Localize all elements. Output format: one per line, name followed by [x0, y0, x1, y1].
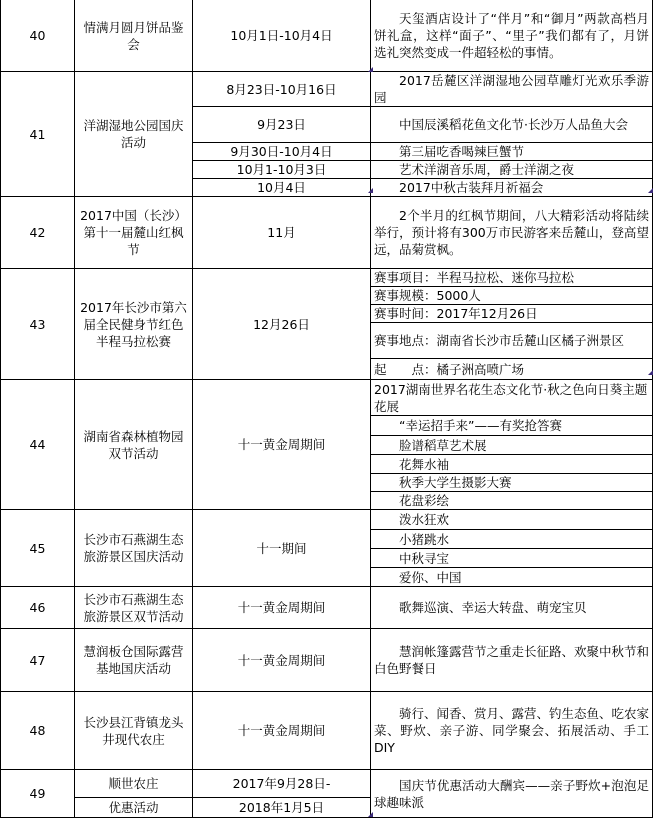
event-item: 2017湖南世界名花生态文化节·秋之色向日葵主题花展 [371, 380, 653, 416]
event-description: 中国辰溪稻花鱼文化节·长沙万人品鱼大会 [371, 107, 653, 143]
event-item: 爱你、中国 [371, 568, 653, 587]
event-item: 脸谱稻草艺术展 [371, 436, 653, 455]
row-number: 44 [1, 380, 75, 510]
table-row [1, 197, 653, 269]
table-row [1, 629, 653, 692]
event-name: 湖南省森林植物园双节活动 [75, 380, 193, 510]
row-number: 45 [1, 510, 75, 587]
event-name: 2017中国（长沙）第十一届麓山红枫节 [75, 197, 193, 269]
event-name: 长沙市石燕湖生态旅游景区双节活动 [75, 587, 193, 629]
event-date: 10月1日-10月4日 [193, 0, 371, 72]
event-date: 2017年9月28日- [193, 770, 371, 798]
comment-marker-icon [648, 188, 653, 193]
event-description: 第三届吃香喝辣巨蟹节 [371, 143, 653, 161]
event-detail: 起 点：橘子洲高喷广场 [371, 359, 653, 380]
event-detail: 赛事地点：湖南省长沙市岳麓山区橘子洲景区 [371, 323, 653, 359]
row-number: 43 [1, 269, 75, 380]
event-description: 骑行、闻香、赏月、露营、钓生态鱼、吃农家菜、野炊、亲子游、同学聚会、拓展活动、手工DIY [371, 692, 653, 770]
event-item: 泼水狂欢 [371, 510, 653, 530]
event-description: 2017中秋古装拜月祈福会 [371, 179, 653, 197]
row-number: 48 [1, 692, 75, 770]
event-description: 天玺酒店设计了“伴月”和“御月”两款高档月饼礼盒，这样“面子”、“里子”我们都有了，月饼选礼突然变成一件超轻松的事情。 [371, 0, 653, 72]
event-item: 中秋寻宝 [371, 549, 653, 568]
event-item: 秋季大学生摄影大赛 [371, 474, 653, 492]
table-row [1, 72, 653, 107]
event-date: 9月30日-10月4日 [193, 143, 371, 161]
row-number: 41 [1, 72, 75, 197]
event-description: 国庆节优惠活动大酬宾——亲子野炊+泡泡足球趣味派 [371, 770, 653, 818]
event-date: 10月4日 [193, 179, 371, 197]
comment-marker-icon [368, 67, 373, 72]
event-item: 花舞水袖 [371, 455, 653, 474]
event-name-line2: 优惠活动 [75, 798, 193, 818]
event-detail: 赛事规模：5000人 [371, 287, 653, 305]
event-date: 十一黄金周期间 [193, 692, 371, 770]
event-date: 8月23日-10月16日 [193, 72, 371, 107]
table-row [1, 380, 653, 416]
row-number: 42 [1, 197, 75, 269]
table-row [1, 0, 653, 72]
comment-marker-icon [368, 812, 373, 817]
event-date: 十一黄金周期间 [193, 629, 371, 692]
event-description: 2个半月的红枫节期间，八大精彩活动将陆续举行，预计将有300万市民游客来岳麓山，登高望远，品菊赏枫。 [371, 197, 653, 269]
event-date-line2: 2018年1月5日 [193, 798, 371, 818]
event-name: 长沙市石燕湖生态旅游景区国庆活动 [75, 510, 193, 587]
event-date: 十一黄金周期间 [193, 587, 371, 629]
comment-marker-icon [648, 370, 653, 375]
table-row [1, 587, 653, 629]
event-name: 洋湖湿地公园国庆活动 [75, 72, 193, 197]
event-date: 11月 [193, 197, 371, 269]
event-item: 小猪跳水 [371, 530, 653, 549]
event-date: 十一期间 [193, 510, 371, 587]
event-detail: 赛事项目：半程马拉松、迷你马拉松 [371, 269, 653, 287]
table-row [1, 770, 653, 798]
event-date: 9月23日 [193, 107, 371, 143]
event-description: 艺术洋湖音乐周，爵士洋湖之夜 [371, 161, 653, 179]
event-date: 12月26日 [193, 269, 371, 380]
table-row [1, 510, 653, 530]
event-description: 2017岳麓区洋湖湿地公园草雕灯光欢乐季游园 [371, 72, 653, 107]
row-number: 40 [1, 0, 75, 72]
event-date: 十一黄金周期间 [193, 380, 371, 510]
event-name: 2017年长沙市第六届全民健身节红色半程马拉松赛 [75, 269, 193, 380]
table-row [1, 269, 653, 287]
event-description: 歌舞巡演、幸运大转盘、萌宠宝贝 [371, 587, 653, 629]
event-name: 顺世农庄 [75, 770, 193, 798]
row-number: 47 [1, 629, 75, 692]
event-item: 花盘彩绘 [371, 492, 653, 510]
event-description: 慧润帐篷露营节之重走长征路、欢聚中秋节和白色野餐日 [371, 629, 653, 692]
row-number: 49 [1, 770, 75, 818]
event-detail: 赛事时间：2017年12月26日 [371, 305, 653, 323]
table-row [1, 692, 653, 770]
row-number: 46 [1, 587, 75, 629]
event-name: 长沙县江背镇龙头井现代农庄 [75, 692, 193, 770]
event-date: 10月1-10月3日 [193, 161, 371, 179]
event-name: 情满月圆月饼品鉴会 [75, 0, 193, 72]
comment-marker-icon [368, 188, 373, 193]
event-item: “幸运招手来”——有奖抢答赛 [371, 416, 653, 436]
event-name: 慧润板仓国际露营基地国庆活动 [75, 629, 193, 692]
